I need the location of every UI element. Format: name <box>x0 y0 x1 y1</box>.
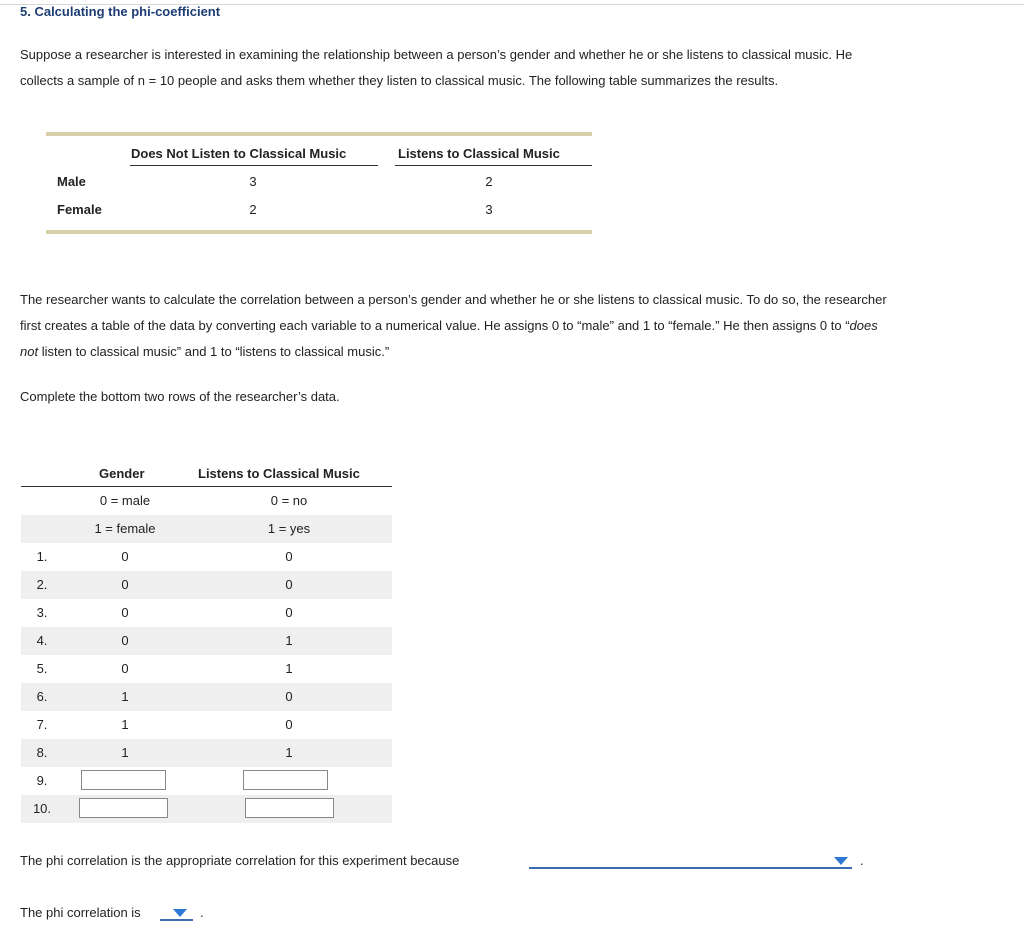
listens-value: 1 <box>285 633 293 648</box>
summary-row-label-female: Female <box>57 202 102 217</box>
chevron-down-icon[interactable] <box>173 909 187 917</box>
method-line-3-italic: not <box>20 344 39 359</box>
method-line-1: The researcher wants to calculate the correlation between a person’s gender and whether he or she listens to classical music. To do so, the researcher <box>20 292 887 307</box>
gender-value: 1 <box>121 717 129 732</box>
gender-input-row-10[interactable] <box>79 798 168 818</box>
listens-value: 0 <box>285 577 293 592</box>
listens-input-row-9[interactable] <box>243 770 328 790</box>
listens-value: 1 <box>285 661 293 676</box>
row-number: 8. <box>36 745 48 760</box>
table-row <box>21 627 392 655</box>
summary-cell: 2 <box>485 174 493 189</box>
summary-cell: 3 <box>485 202 493 217</box>
summary-col-header-not-listen: Does Not Listen to Classical Music <box>131 146 347 161</box>
row-number: 1. <box>36 549 48 564</box>
method-line-3 <box>20 339 1005 365</box>
legend-row <box>21 515 392 543</box>
gender-value: 0 <box>121 605 129 620</box>
gender-value: 0 <box>121 633 129 648</box>
method-line-2 <box>20 313 1005 339</box>
question-2-period: . <box>200 905 204 920</box>
row-number: 9. <box>36 773 48 788</box>
row-number: 6. <box>36 689 48 704</box>
row-number: 10. <box>32 801 52 816</box>
table-row <box>21 683 392 711</box>
listens-input-row-10[interactable] <box>245 798 334 818</box>
summary-header-underline <box>130 165 378 166</box>
question-title: 5. Calculating the phi-coefficient <box>20 4 221 19</box>
summary-table <box>46 132 592 235</box>
gender-input-row-9[interactable] <box>81 770 166 790</box>
listens-value: 0 <box>285 549 293 564</box>
table-row <box>21 711 392 739</box>
legend-row <box>21 487 392 515</box>
gender-value: 1 <box>121 689 129 704</box>
table-row <box>21 571 392 599</box>
legend-gender: 0 = male <box>99 493 151 508</box>
row-number: 7. <box>36 717 48 732</box>
gender-value: 0 <box>121 577 129 592</box>
question-1-period: . <box>860 853 864 868</box>
intro-line-2: collects a sample of n = 10 people and asks them whether they listen to classical music. The following table summarizes the results. <box>20 73 779 88</box>
table-row <box>21 739 392 767</box>
table-row <box>21 599 392 627</box>
summary-col-header-listen: Listens to Classical Music <box>398 146 560 161</box>
summary-header-underline <box>395 165 592 166</box>
question-1-text: The phi correlation is the appropriate correlation for this experiment because <box>20 853 460 868</box>
summary-table-bottom-bar <box>46 230 592 234</box>
intro-line-1: Suppose a researcher is interested in examining the relationship between a person’s gender and whether he or she listens to classical music. He <box>20 47 853 62</box>
question-1-dropdown-underline <box>529 867 852 869</box>
table-row <box>21 655 392 683</box>
legend-listens: 1 = yes <box>267 521 311 536</box>
table-row-input <box>21 767 392 795</box>
instruction-text: Complete the bottom two rows of the researcher’s data. <box>20 389 340 404</box>
gender-value: 1 <box>121 745 129 760</box>
listens-value: 1 <box>285 745 293 760</box>
method-line-3-text: listen to classical music” and 1 to “listens to classical music.” <box>38 344 390 359</box>
table-row-input <box>21 795 392 823</box>
table-row <box>21 543 392 571</box>
summary-table-top-bar <box>46 132 592 136</box>
method-line-2-italic: does <box>849 318 878 333</box>
gender-value: 0 <box>121 549 129 564</box>
legend-gender: 1 = female <box>94 521 156 536</box>
summary-cell: 2 <box>249 202 257 217</box>
row-number: 3. <box>36 605 48 620</box>
legend-listens: 0 = no <box>270 493 308 508</box>
row-number: 5. <box>36 661 48 676</box>
question-2-dropdown-underline <box>160 919 193 921</box>
gender-value: 0 <box>121 661 129 676</box>
row-number: 2. <box>36 577 48 592</box>
data-col-header-gender: Gender <box>99 466 145 481</box>
summary-row-label-male: Male <box>57 174 86 189</box>
method-line-2-text: first creates a table of the data by converting each variable to a numerical value. He assigns 0 to “male” and 1 to “female.” He then assigns 0 to “ <box>20 318 850 333</box>
listens-value: 0 <box>285 605 293 620</box>
listens-value: 0 <box>285 717 293 732</box>
listens-value: 0 <box>285 689 293 704</box>
data-col-header-listens: Listens to Classical Music <box>198 466 360 481</box>
question-2-text: The phi correlation is <box>20 905 141 920</box>
row-number: 4. <box>36 633 48 648</box>
intro-paragraph <box>20 42 1005 94</box>
method-paragraph <box>20 287 1005 365</box>
summary-cell: 3 <box>249 174 257 189</box>
chevron-down-icon[interactable] <box>834 857 848 865</box>
